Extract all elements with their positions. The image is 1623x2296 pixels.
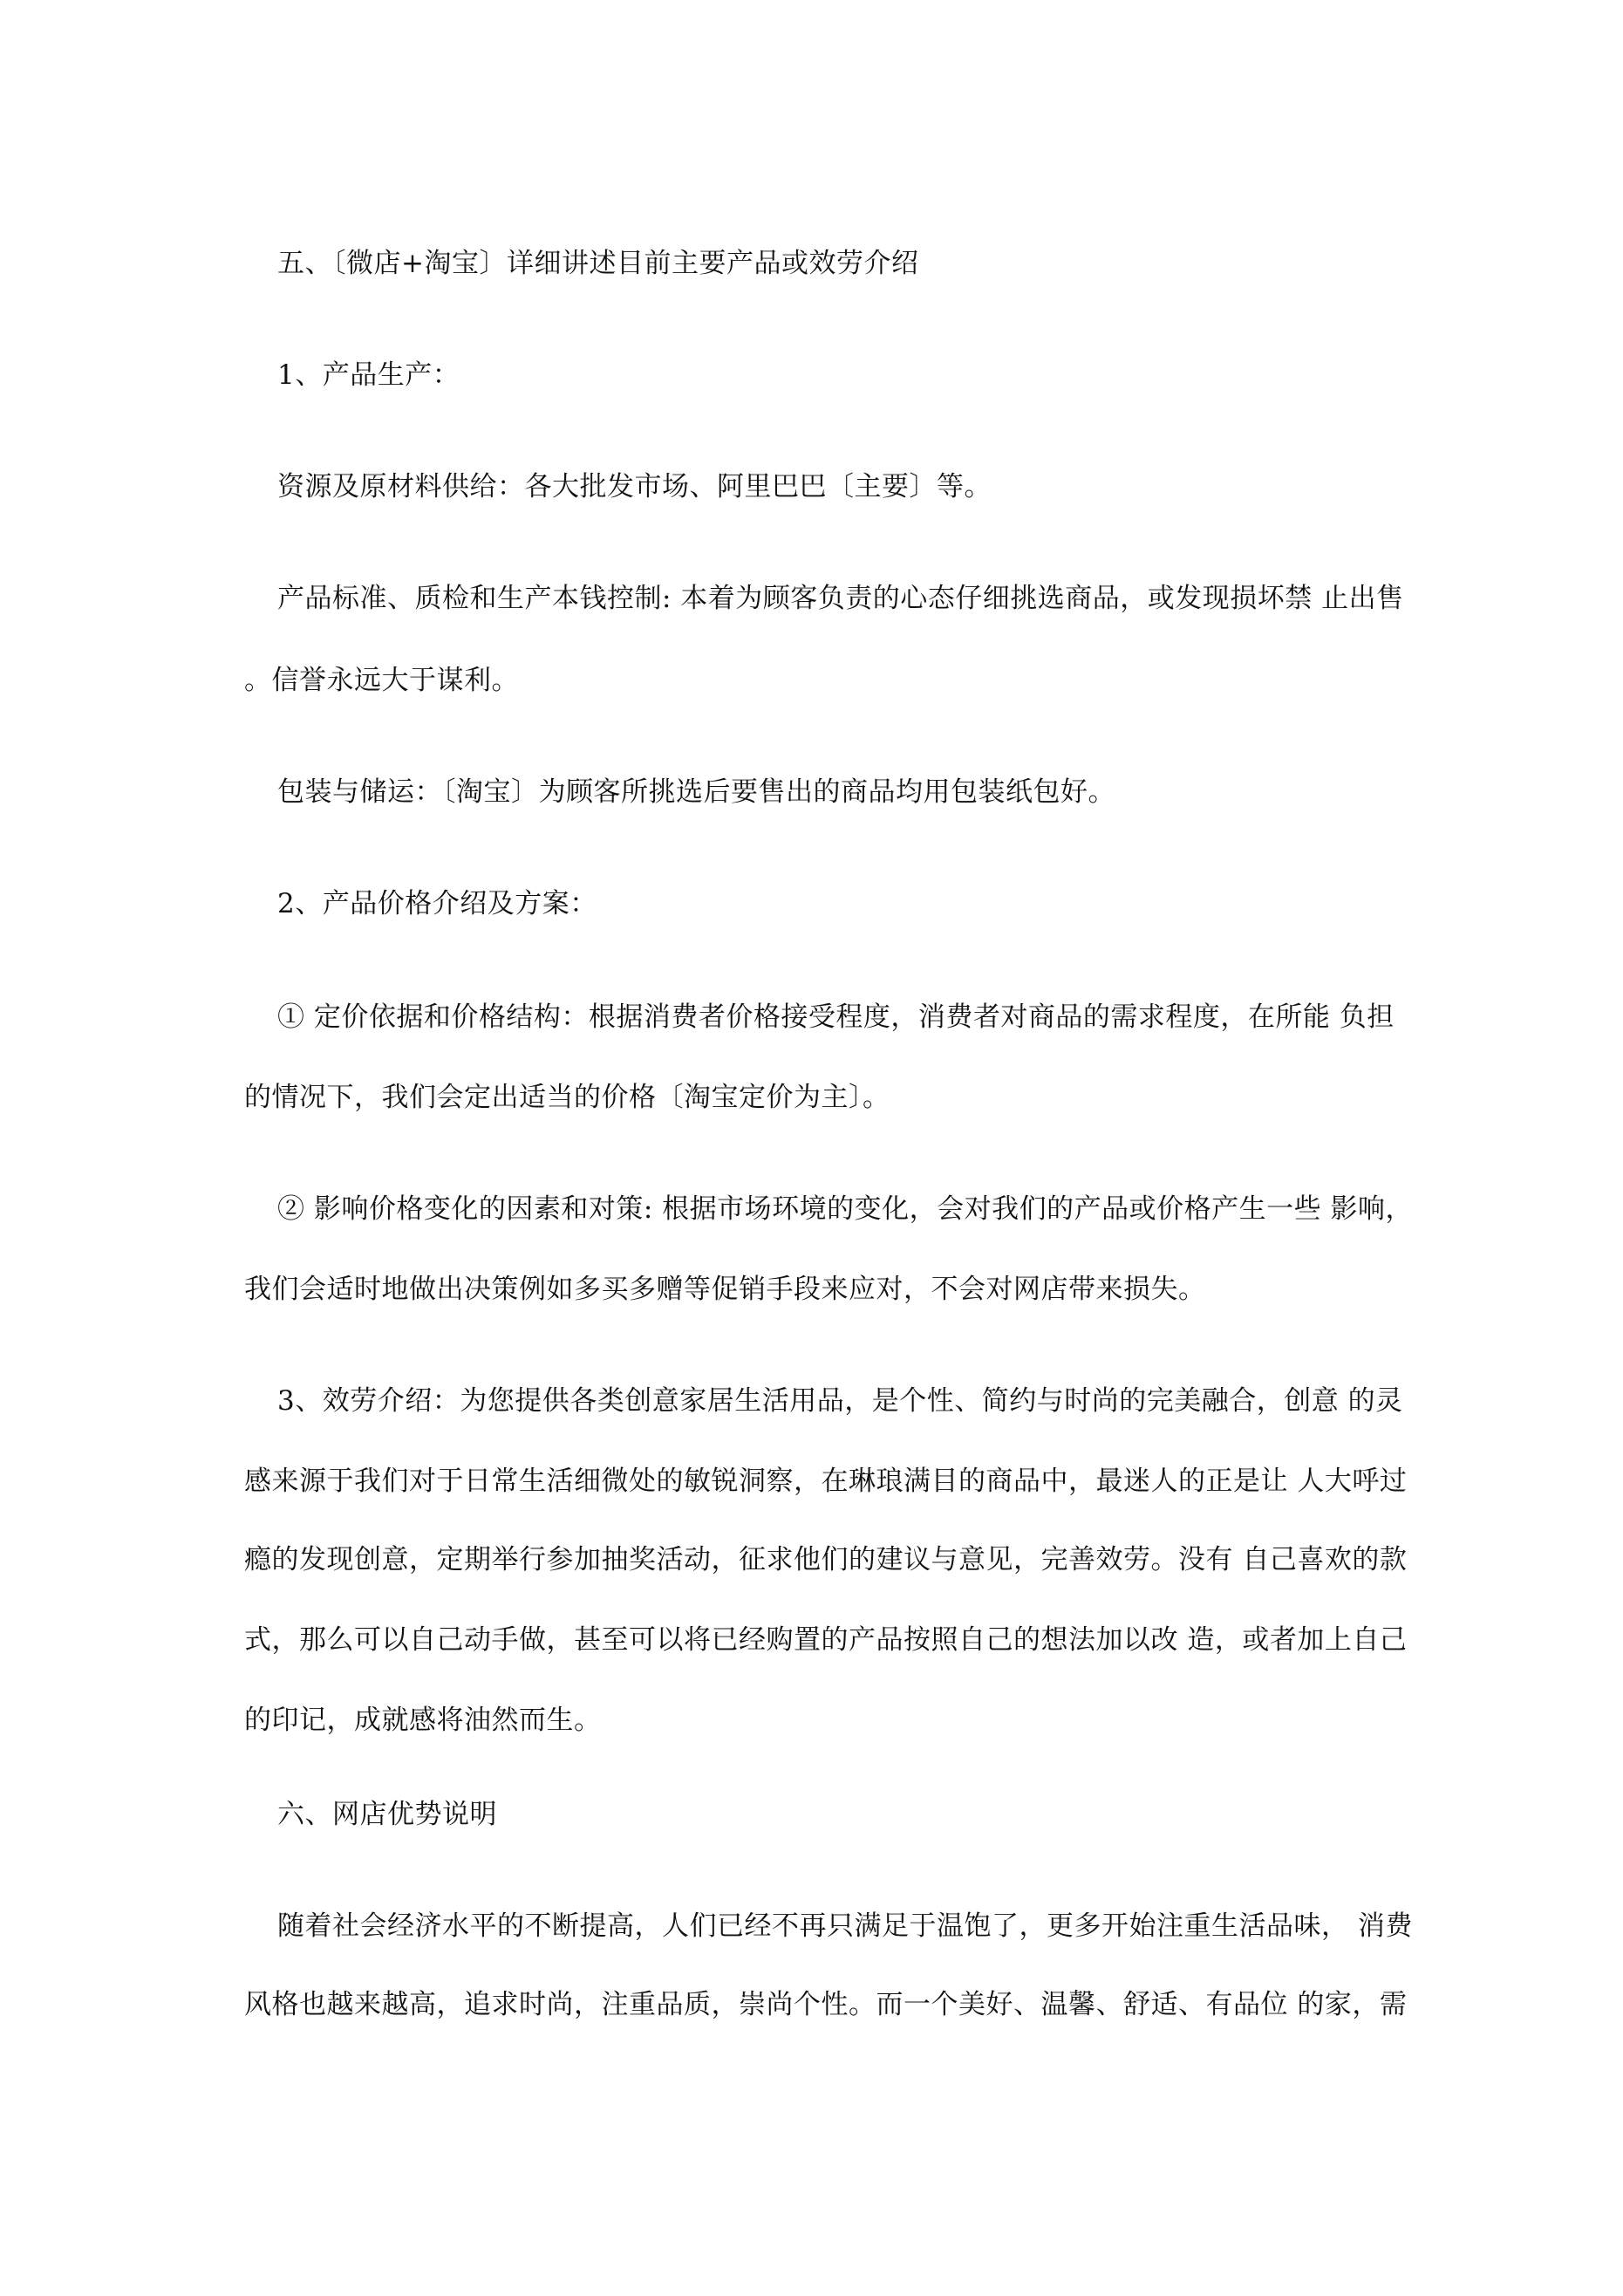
paragraph-advantage-line-2: 风格也越来越高，追求时尚，注重品质，崇尚个性。而一个美好、温馨、舒适、有品位 的家，需	[244, 1989, 1408, 2020]
paragraph-service-line-2: 感来源于我们对于日常生活细微处的敏锐洞察，在琳琅满目的商品中，最迷人的正是让 人大呼过	[244, 1466, 1408, 1497]
subheading-pricing: 2、产品价格介绍及方案：	[277, 888, 597, 919]
paragraph-price-1-line-2: 的情况下，我们会定出适当的价格〔淘宝定价为主〕。	[244, 1082, 890, 1113]
paragraph-service-line-1: 3、效劳介绍：为您提供各类创意家居生活用品，是个性、简约与时尚的完美融合，创意 的灵	[277, 1385, 1403, 1417]
paragraph-service-line-5: 的印记，成就感将油然而生。	[244, 1705, 602, 1736]
paragraph-price-1-line-1: ① 定价依据和价格结构：根据消费者价格接受程度，消费者对商品的需求程度，在所能 负担	[277, 1001, 1395, 1033]
paragraph-advantage-line-1: 随着社会经济水平的不断提高，人们已经不再只满足于温饱了，更多开始注重生活品味， 消费	[277, 1910, 1413, 1942]
paragraph-package: 包装与储运：〔淘宝〕为顾客所挑选后要售出的商品均用包装纸包好。	[277, 776, 1115, 808]
paragraph-service-line-3: 瘾的发现创意，定期举行参加抽奖活动，征求他们的建议与意见，完善效劳。没有 自己喜欢的款	[244, 1544, 1408, 1575]
paragraph-quality-line-2: 。信誉永远大于谋利。	[244, 665, 519, 696]
paragraph-source: 资源及原材料供给：各大批发市场、阿里巴巴〔主要〕等。	[277, 471, 992, 502]
paragraph-service-line-4: 式，那么可以自己动手做，甚至可以将已经购置的产品按照自己的想法加以改 造，或者加上自己	[244, 1624, 1408, 1656]
paragraph-quality-line-1: 产品标准、质检和生产本钱控制: 本着为顾客负责的心态仔细挑选商品，或发现损坏禁 止出售	[277, 583, 1404, 614]
paragraph-price-2-line-1: ② 影响价格变化的因素和对策: 根据市场环境的变化，会对我们的产品或价格产生一些 影响，	[277, 1193, 1414, 1225]
paragraph-price-2-line-2: 我们会适时地做出决策例如多买多赠等促销手段来应对，不会对网店带来损失。	[244, 1274, 1206, 1305]
section-heading-5: 五、〔微店+淘宝〕详细讲述目前主要产品或效劳介绍	[277, 248, 919, 279]
section-heading-6: 六、网店优势说明	[277, 1799, 497, 1830]
subheading-production: 1、产品生产：	[277, 359, 460, 391]
